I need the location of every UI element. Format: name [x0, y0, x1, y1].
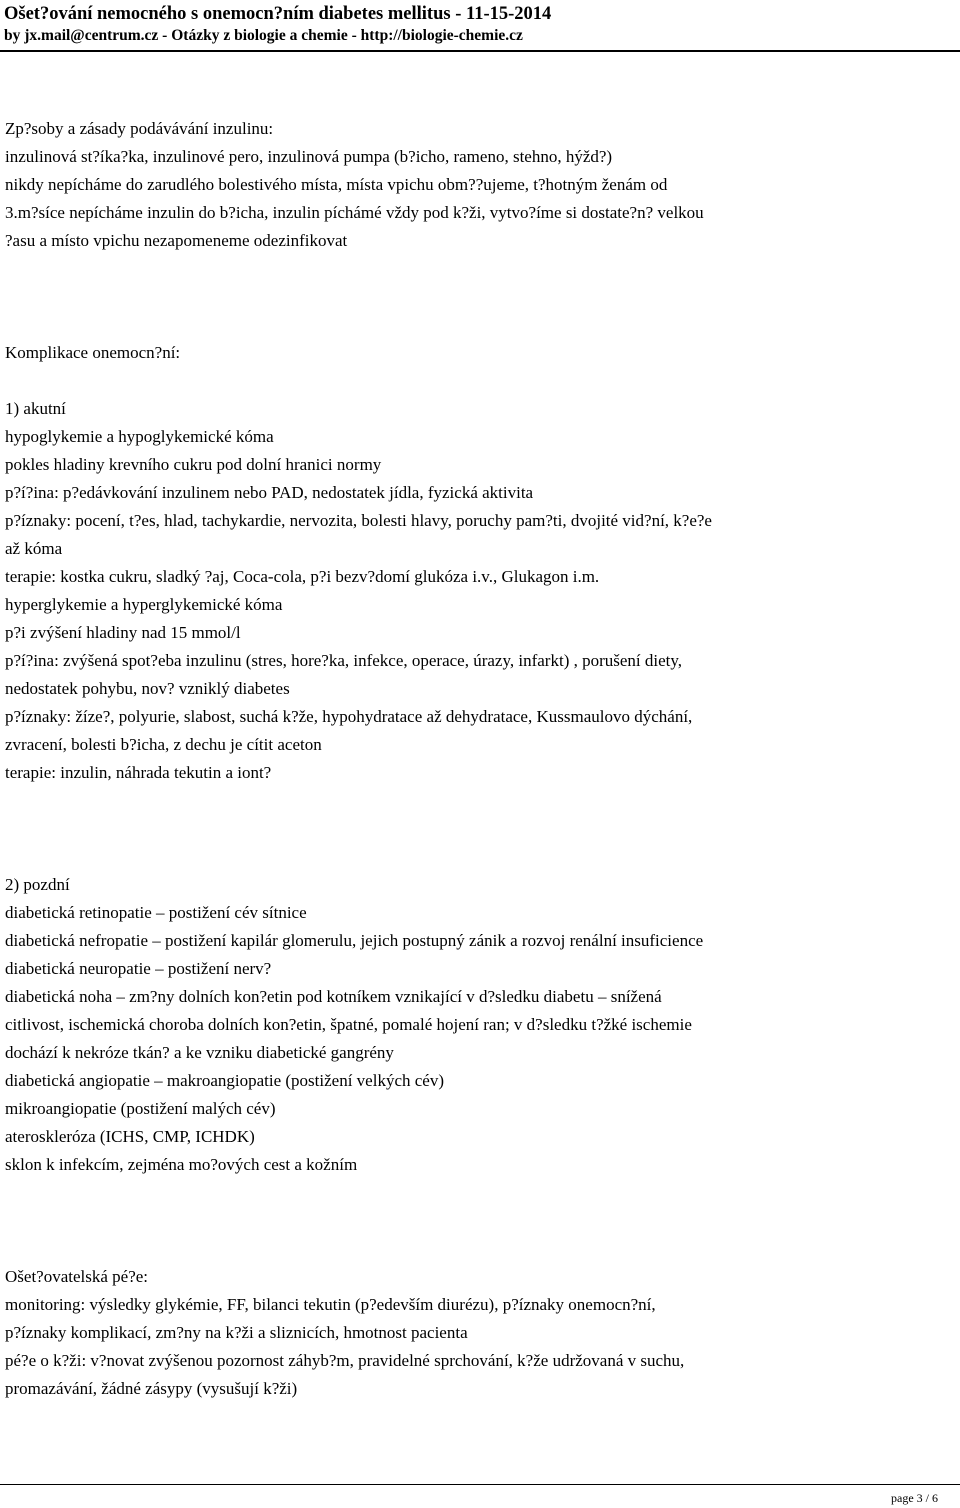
- body-line: dochází k nekróze tkán? a ke vzniku diabetické gangrény: [5, 1043, 394, 1062]
- body-line: promazávání, žádné zásypy (vysušují k?ži): [5, 1379, 298, 1398]
- subsection-heading: 2) pozdní: [5, 875, 70, 894]
- body-line: pokles hladiny krevního cukru pod dolní hranici normy: [5, 455, 382, 474]
- body-line: hypoglykemie a hypoglykemické kóma: [5, 427, 274, 446]
- body-line: terapie: kostka cukru, sladký ?aj, Coca-cola, p?i bezv?domí glukóza i.v., Glukagon i.m.: [5, 567, 600, 586]
- body-line: nedostatek pohybu, nov? vzniklý diabetes: [5, 679, 290, 698]
- body-line: mikroangiopatie (postižení malých cév): [5, 1099, 276, 1118]
- footer-divider: [0, 1484, 960, 1485]
- body-line: ?asu a místo vpichu nezapomeneme odezinfikovat: [5, 231, 348, 250]
- body-line: p?íznaky komplikací, zm?ny na k?ži a sliznicích, hmotnost pacienta: [5, 1323, 468, 1342]
- body-line: hyperglykemie a hyperglykemické kóma: [5, 595, 283, 614]
- body-line: diabetická nefropatie – postižení kapilár glomerulu, jejich postupný zánik a rozvoj renální insuficience: [5, 931, 704, 950]
- body-line: diabetická noha – zm?ny dolních kon?etin pod kotníkem vznikající v d?sledku diabetu – snížená: [5, 987, 662, 1006]
- body-line: 3.m?síce nepícháme inzulin do b?icha, inzulin píchámé vždy pod k?ži, vytvo?íme si dostate?n? velkou: [5, 203, 704, 222]
- body-line: diabetická retinopatie – postižení cév sítnice: [5, 903, 307, 922]
- body-line: až kóma: [5, 539, 63, 558]
- document-byline: by jx.mail@centrum.cz - Otázky z biologie a chemie - http://biologie-chemie.cz: [4, 27, 523, 44]
- body-line: p?i zvýšení hladiny nad 15 mmol/l: [5, 623, 241, 642]
- body-line: p?íznaky: pocení, t?es, hlad, tachykardie, nervozita, bolesti hlavy, poruchy pam?ti, dvojité vid?ní, k?e?e: [5, 511, 712, 530]
- section-heading: Komplikace onemocn?ní:: [5, 343, 181, 362]
- body-line: zvracení, bolesti b?icha, z dechu je cítit aceton: [5, 735, 322, 754]
- subsection-heading: 1) akutní: [5, 399, 66, 418]
- body-line: pé?e o k?ži: v?novat zvýšenou pozornost záhyb?m, pravidelné sprchování, k?že udržovaná v suchu,: [5, 1351, 685, 1370]
- body-line: ateroskleróza (ICHS, CMP, ICHDK): [5, 1127, 255, 1146]
- body-line: p?í?ina: p?edávkování inzulinem nebo PAD, nedostatek jídla, fyzická aktivita: [5, 483, 534, 502]
- body-line: inzulinová st?íka?ka, inzulinové pero, inzulinová pumpa (b?icho, rameno, stehno, hýžd?): [5, 147, 613, 166]
- body-line: terapie: inzulin, náhrada tekutin a iont?: [5, 763, 272, 782]
- page-header: [0, 0, 960, 52]
- page-number: page 3 / 6: [891, 1491, 938, 1505]
- body-line: p?í?ina: zvýšená spot?eba inzulinu (stres, hore?ka, infekce, operace, úrazy, infarkt) , porušení diety,: [5, 651, 683, 670]
- body-line: Zp?soby a zásady podávávání inzulinu:: [5, 119, 274, 138]
- body-line: monitoring: výsledky glykémie, FF, bilanci tekutin (p?edevším diurézu), p?íznaky onemocn?ní,: [5, 1295, 656, 1314]
- body-line: sklon k infekcím, zejména mo?ových cest a kožním: [5, 1155, 358, 1174]
- body-line: diabetická angiopatie – makroangiopatie (postižení velkých cév): [5, 1071, 444, 1090]
- body-line: p?íznaky: žíze?, polyurie, slabost, suchá k?že, hypohydratace až dehydratace, Kussmaulovo dýchání,: [5, 707, 693, 726]
- section-heading: Ošet?ovatelská pé?e:: [5, 1267, 149, 1286]
- body-line: citlivost, ischemická choroba dolních kon?etin, špatné, pomalé hojení ran; v d?sledku t?žké ischemie: [5, 1015, 692, 1034]
- body-line: nikdy nepícháme do zarudlého bolestivého místa, místa vpichu obm??ujeme, t?hotným ženám od: [5, 175, 668, 194]
- document-title: Ošet?ování nemocného s onemocn?ním diabetes mellitus - 11-15-2014: [4, 4, 552, 24]
- body-line: diabetická neuropatie – postižení nerv?: [5, 959, 272, 978]
